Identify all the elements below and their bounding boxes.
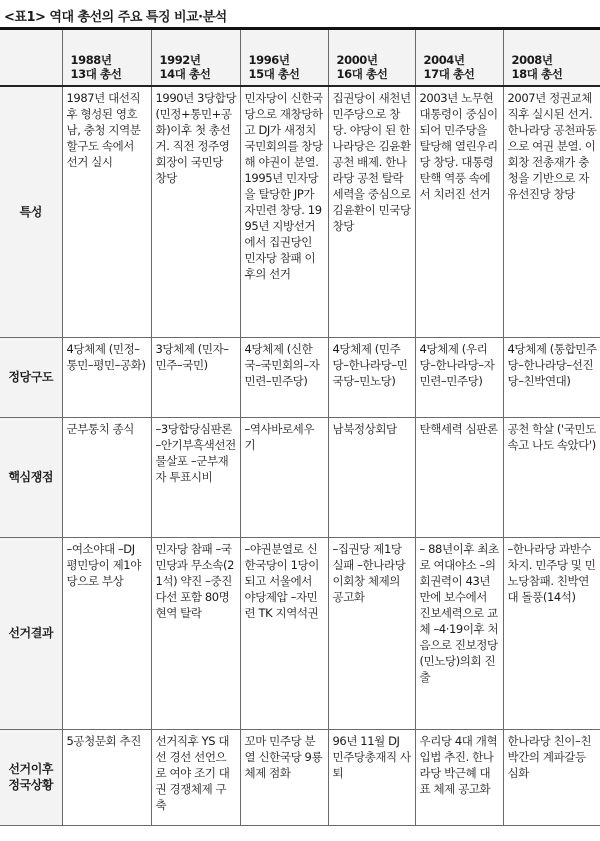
header-corner	[0, 30, 62, 86]
table-cell: –한나라당 과반수차지. 민주당 및 민노당참패. 친박연대 돌풍(14석)	[503, 537, 600, 729]
table-cell: 꼬마 민주당 분열 신한국당 9룡체제 점화	[240, 729, 328, 825]
comparison-table	[0, 30, 600, 826]
row-header: 정당구도	[0, 337, 62, 417]
row-header: 선거결과	[0, 537, 62, 729]
table-row	[0, 86, 600, 337]
row-header: 선거이후 정국상황	[0, 729, 62, 825]
table-cell: –야권분열로 신한국당이 1당이 되고 서울에서 야당제압 –자민련 TK 지역석권	[240, 537, 328, 729]
table-cell: 우리당 4대 개혁입법 추진. 한나라당 박근혜 대표 체제 공고화	[415, 729, 503, 825]
table-cell: –집권당 제1당 실패 –한나라당 이회창 체제의 공고화	[328, 537, 415, 729]
table-cell: –여소야대 –DJ 평민당이 제1야당으로 부상	[62, 537, 151, 729]
table-cell: – 88년이후 최초로 여대야소 –의회권력이 43년만에 보수에서 진보세력으로 교체 –4·19이후 처음으로 진보정당(민노당)의회 진출	[415, 537, 503, 729]
table-cell: 4당체제 (우리당–한나라당–자민련–민주당)	[415, 337, 503, 417]
table-title: <표1> 역대 총선의 주요 특징 비교·분석	[4, 10, 227, 25]
table-cell: 선거직후 YS 대선 경선 선언으로 여야 조기 대권 경쟁체제 구축	[151, 729, 240, 825]
table-cell: 2007년 정권교체직후 실시된 선거. 한나라당 공천파동으로 여권 분열. 이회창 전총재가 충청을 기반으로 자유선진당 창당	[503, 86, 600, 337]
table-cell: 탄핵세력 심판론	[415, 417, 503, 537]
column-year: 2000년	[336, 53, 378, 67]
header-row	[0, 30, 600, 86]
column-year: 1992년	[159, 53, 201, 67]
table-cell: 4당체제 (민정–통민–평민–공화)	[62, 337, 151, 417]
column-election: 18대 총선	[511, 67, 563, 81]
table-cell: 집권당이 새천년민주당으로 창당. 야당이 된 한나라당은 김윤환 공천 배제. 한나라당 공천 탈락 세력을 중심으로 김윤환이 민국당 창당	[328, 86, 415, 337]
table-cell: 민자당 참패 –국민당과 무소속(21석) 약진 –중진 다선 포함 80명 현역 탈락	[151, 537, 240, 729]
table-cell: 4당체제 (민주당–한나라당–민국당–민노당)	[328, 337, 415, 417]
column-election: 17대 총선	[423, 67, 475, 81]
table-cell: 2003년 노무현 대통령이 중심이 되어 민주당을 탈당해 열린우리당 창당. 대통령 탄핵 역풍 속에서 치러진 선거	[415, 86, 503, 337]
column-election: 16대 총선	[336, 67, 388, 81]
table-row	[0, 729, 600, 825]
table-cell: 군부통치 종식	[62, 417, 151, 537]
table-cell: 공천 학살 ('국민도 속고 나도 속았다')	[503, 417, 600, 537]
column-header	[62, 30, 151, 86]
column-header	[240, 30, 328, 86]
row-header: 특성	[0, 86, 62, 337]
column-year: 2008년	[511, 53, 553, 67]
table-cell: 1990년 3당합당(민정+통민+공화)이후 첫 총선거. 직전 정주영 회장이 국민당 창당	[151, 86, 240, 337]
table-row	[0, 417, 600, 537]
table-cell: 3당체제 (민자–민주–국민)	[151, 337, 240, 417]
column-year: 2004년	[423, 53, 465, 67]
table-cell: 4당체제 (통합민주당–한나라당–선진당–친박연대)	[503, 337, 600, 417]
table-cell: 민자당이 신한국당으로 재창당하고 DJ가 새정치국민회의를 창당해 야권이 분열. 1995년 민자당을 탈당한 JP가 자민련 창당. 1995년 지방선거에서 집권당인 민자당 참패 이후의 선거	[240, 86, 328, 337]
row-header: 핵심쟁점	[0, 417, 62, 537]
column-header	[151, 30, 240, 86]
column-election: 13대 총선	[70, 67, 122, 81]
table-cell: –역사바로세우기	[240, 417, 328, 537]
table-cell: 한나라당 친이–친박간의 계파갈등 심화	[503, 729, 600, 825]
table-cell: 남북정상회담	[328, 417, 415, 537]
table-cell: 5공청문회 추진	[62, 729, 151, 825]
column-header	[328, 30, 415, 86]
table-cell: 1987년 대선직후 형성된 영호남, 충청 지역분할구도 속에서 선거 실시	[62, 86, 151, 337]
table-cell: 96년 11월 DJ 민주당총재직 사퇴	[328, 729, 415, 825]
table-cell: 4당체제 (신한국–국민회의–자민련–민주당)	[240, 337, 328, 417]
column-election: 15대 총선	[248, 67, 300, 81]
column-header	[503, 30, 600, 86]
column-year: 1996년	[248, 53, 290, 67]
column-year: 1988년	[70, 53, 112, 67]
table-row	[0, 337, 600, 417]
table-row	[0, 537, 600, 729]
table-cell: –3당합당심판론 –안기부흑색선전물살포 –군부재자 투표시비	[151, 417, 240, 537]
column-header	[415, 30, 503, 86]
column-election: 14대 총선	[159, 67, 211, 81]
